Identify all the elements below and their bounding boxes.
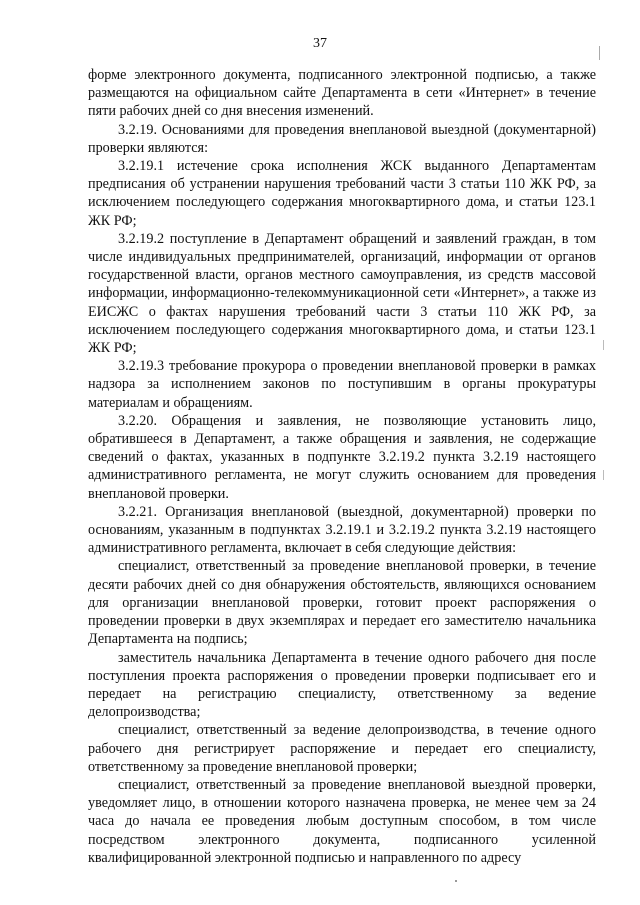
document-body <box>88 66 596 867</box>
scan-mark <box>603 470 604 480</box>
paragraph-action-1: специалист, ответственный за проведение внеплановой проверки, в течение десяти рабочих дней со дня обнаружения обстоятельств, являющихся основанием для организации внеплановой проверки, готовит проект распоряжения о проведении проверки в двух экземплярах и передает его заместителю начальника Департамента на подпись; <box>88 558 596 648</box>
paragraph-3-2-19-3: 3.2.19.3 требование прокурора о проведении внеплановой проверки в рамках надзора за исполнением законов по поступившим в органы прокуратуры материалам и обращениям. <box>88 358 596 411</box>
paragraph-action-3: специалист, ответственный за ведение делопроизводства, в течение одного рабочего дня регистрирует распоряжение и передает его специалисту, ответственному за проведение внеплановой проверки; <box>88 722 596 775</box>
paragraph-action-4: специалист, ответственный за проведение внеплановой выездной проверки, уведомляет лицо, в отношении которого назначена проверка, не менее чем за 24 часа до начала ее проведения любым доступным способом, в том числе посредством электронного документа, подписанного усиленной квалифицированной электронной подписью и направленного по адресу <box>88 776 596 866</box>
paragraph-3-2-19-2: 3.2.19.2 поступление в Департамент обращений и заявлений граждан, в том числе индивидуальных предпринимателей, организаций, информации от органов государственной власти, органов местного самоуправления, из средств массовой информации, информационно-телекоммуникационной сети «Интернет», а также из ЕИСЖС о фактах нарушения требований части 3 статьи 110 ЖК РФ, за исключением последующего содержания многоквартирного дома, и статьи 123.1 ЖК РФ; <box>88 230 596 357</box>
paragraph-3-2-19: 3.2.19. Основаниями для проведения внеплановой выездной (документарной) проверки являются: <box>88 121 596 156</box>
scan-mark <box>455 880 457 882</box>
paragraph-3-2-21: 3.2.21. Организация внеплановой (выездной, документарной) проверки по основаниям, указанным в подпунктах 3.2.19.1 и 3.2.19.2 пункта 3.2.19 настоящего административного регламента, включает в себя следующие действия: <box>88 503 596 557</box>
scan-mark <box>603 340 604 350</box>
paragraph-3-2-20: 3.2.20. Обращения и заявления, не позволяющие установить лицо, обратившееся в Департамент, а также обращения и заявления, не содержащие сведений о фактах, указанных в подпункте 3.2.19.2 пункта 3.2.19 настоящего административного регламента, не могут служить основанием для проведения внеплановой проверки. <box>88 412 596 502</box>
scan-mark <box>599 46 600 60</box>
paragraph-action-2: заместитель начальника Департамента в течение одного рабочего дня после поступления проекта распоряжения о проведении проверки подписывает его и передает на регистрацию специалисту, ответственному за ведение делопроизводства; <box>88 649 596 721</box>
paragraph-continuation: форме электронного документа, подписанного электронной подписью, а также размещаются на официальном сайте Департамента в сети «Интернет» в течение пяти рабочих дней со дня внесения изменений. <box>88 67 596 120</box>
paragraph-3-2-19-1: 3.2.19.1 истечение срока исполнения ЖСК выданного Департаментам предписания об устранении нарушения требований части 3 статьи 110 ЖК РФ, за исключением последующего содержания многоквартирного дома, и статьи 123.1 ЖК РФ; <box>88 158 596 229</box>
page-number: 37 <box>313 36 327 51</box>
